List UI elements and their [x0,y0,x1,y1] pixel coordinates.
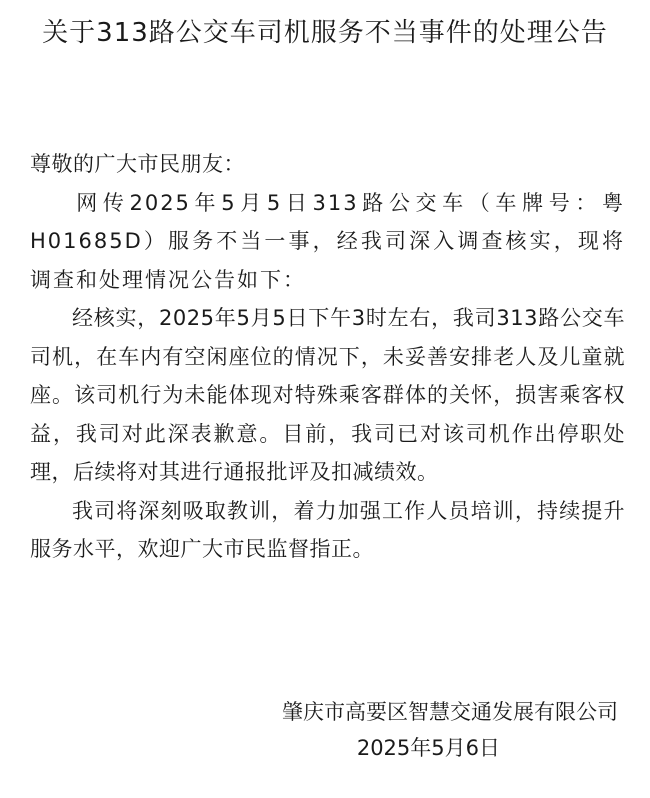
salutation: 尊敬的广大市民朋友： [30,152,245,176]
notice-body [30,145,625,569]
notice-title: 关于313路公交车司机服务不当事件的处理公告 [42,18,608,48]
paragraph-commitment: 我司将深刻吸取教训，着力加强工作人员培训，持续提升服务水平，欢迎广大市民监督指正。 [30,498,625,561]
signature-date: 2025年5月6日 [356,736,500,760]
signature-organization: 肇庆市高要区智慧交通发展有限公司 [282,700,618,724]
paragraph-intro: 网传2025年5月5日313路公交车（车牌号：粤H01685D）服务不当一事，经我司深入调查核实，现将调查和处理情况公告如下： [30,190,625,292]
paragraph-findings: 经核实，2025年5月5日下午3时左右，我司313路公交车司机，在车内有空闲座位的情况下，未妥善安排老人及儿童就座。该司机行为未能体现对特殊乘客群体的关怀，损害乘客权益，我司对此深表歉意。目前，我司已对该司机作出停职处理，后续将对其进行通报批评及扣减绩效。 [30,306,625,484]
